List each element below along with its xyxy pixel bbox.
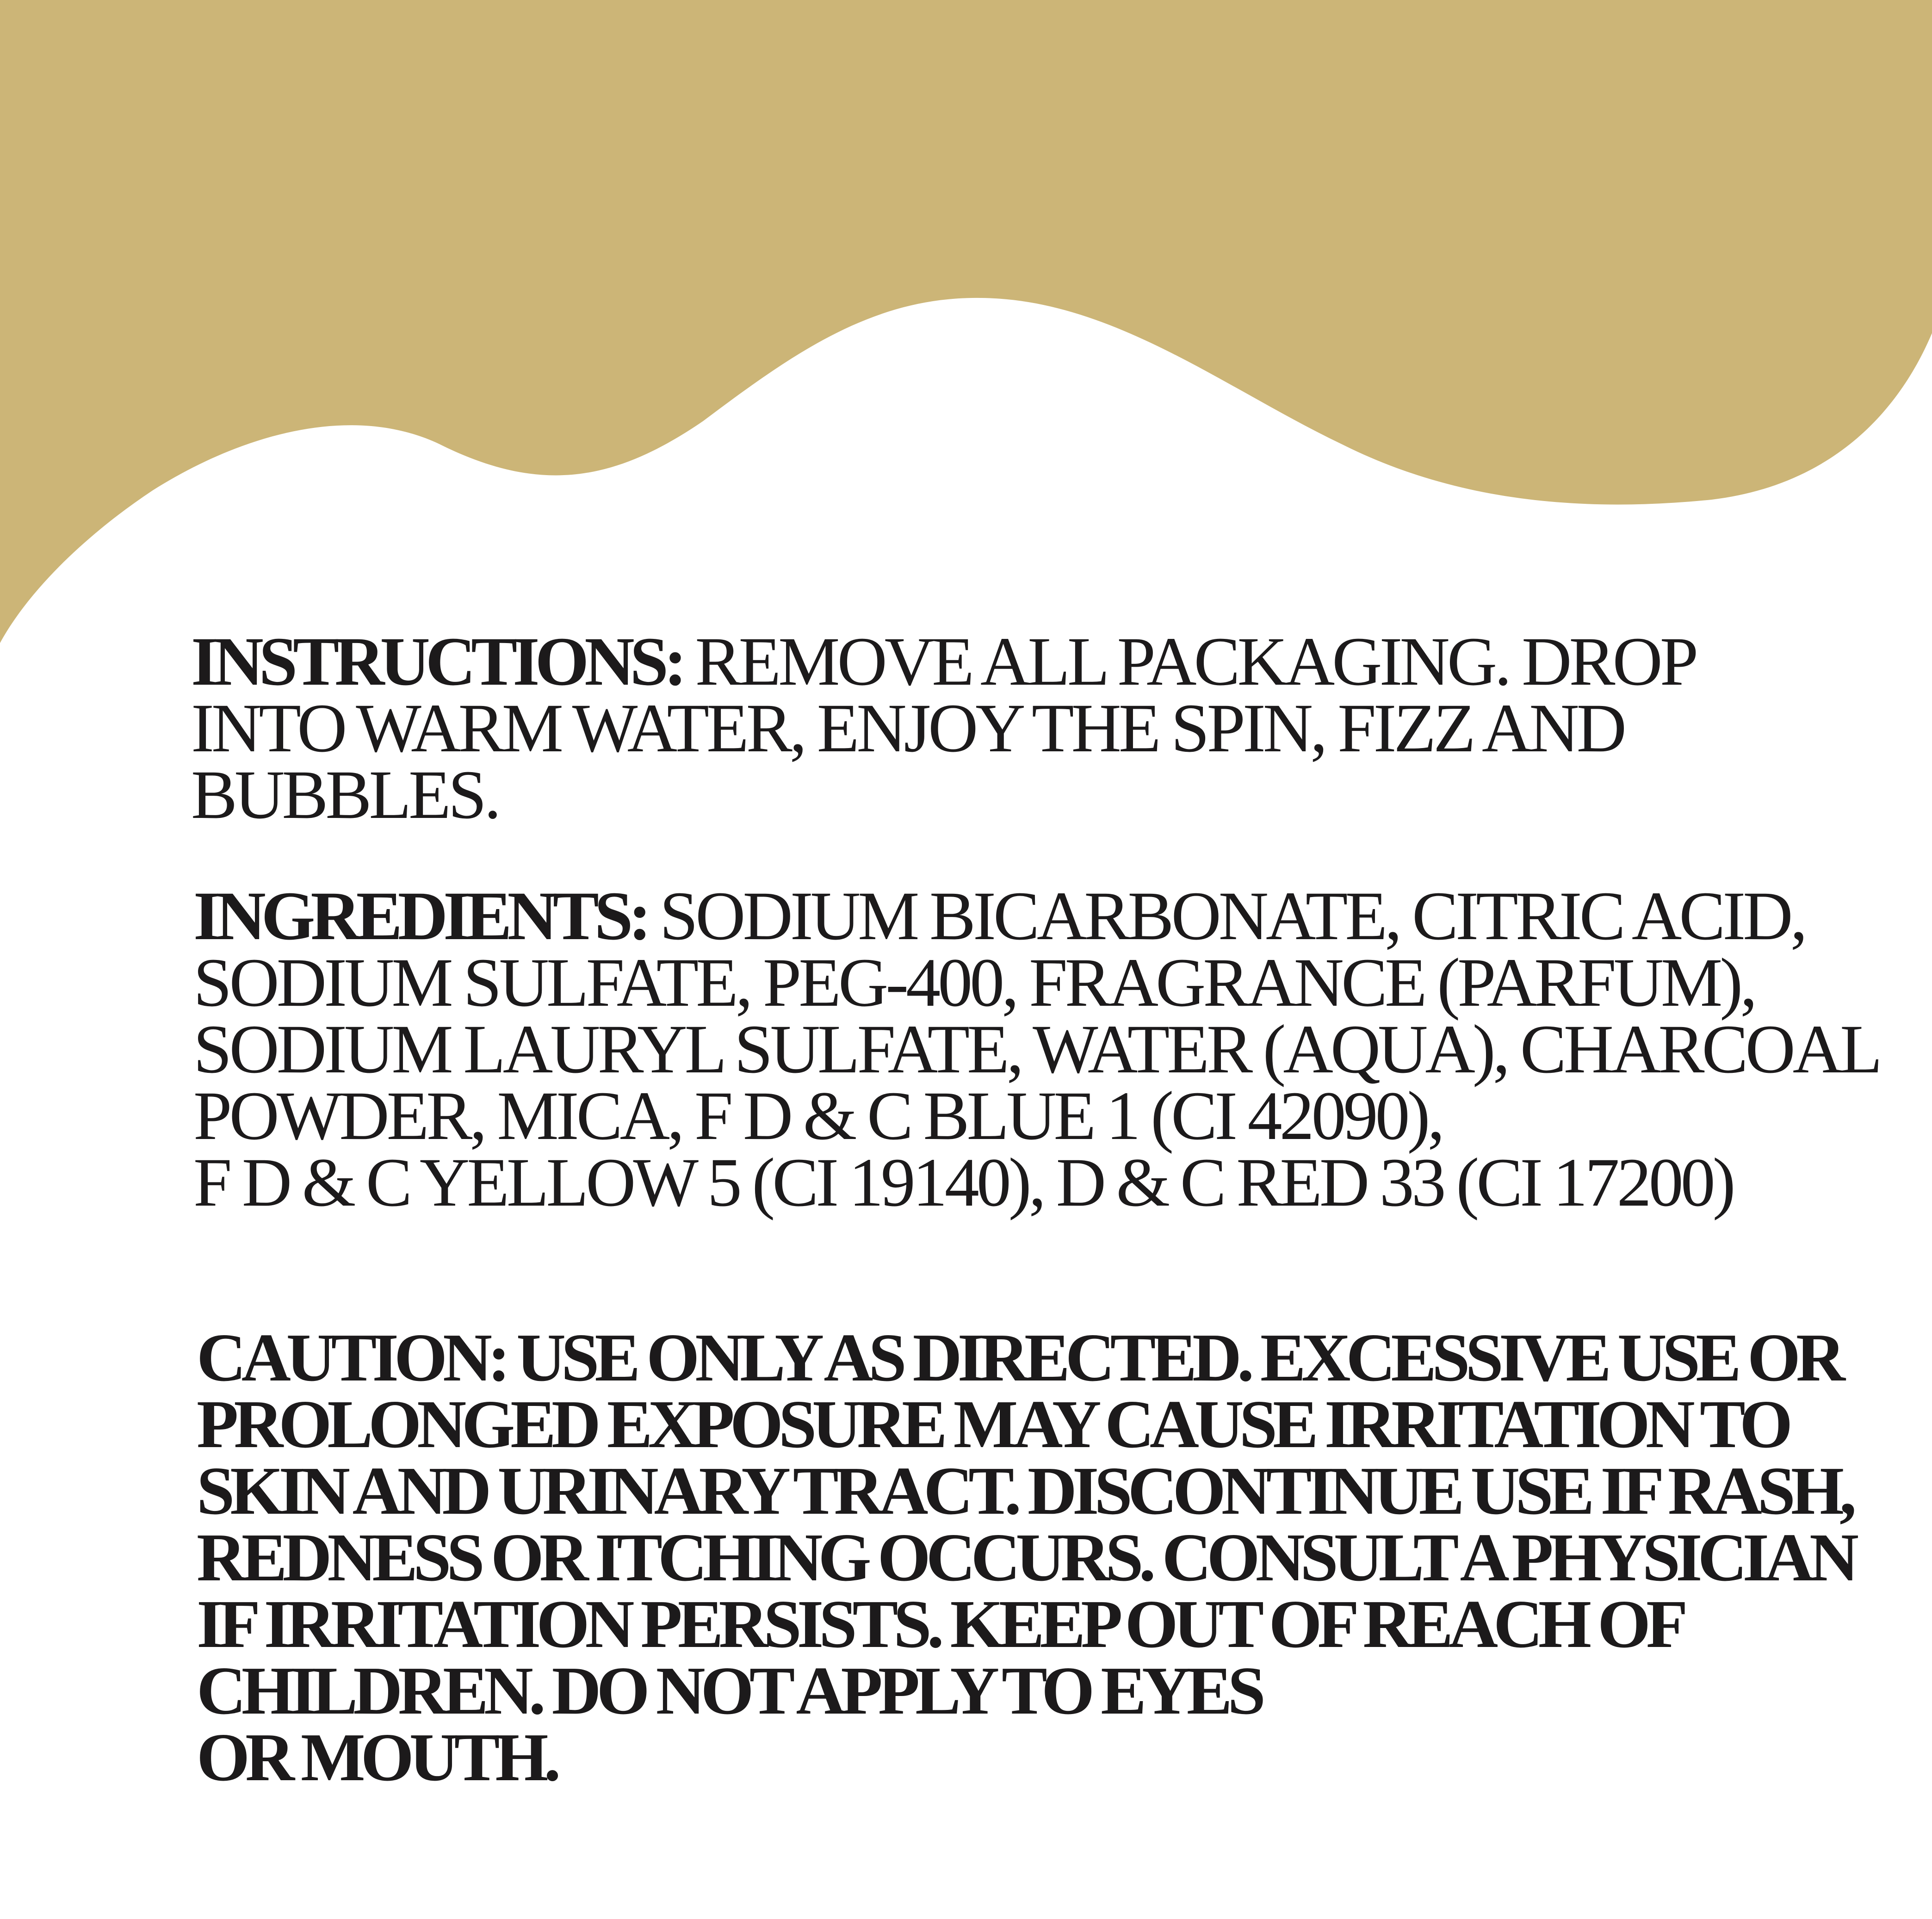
instructions-heading: INSTRUCTIONS: [191, 623, 682, 700]
ingredients-line: F D & C YELLOW 5 (CI 19140), D & C RED 33 (CI 17200) [193, 1144, 1733, 1221]
instructions-section [191, 623, 1755, 833]
ingredients-heading: INGREDIENTS: [193, 878, 647, 954]
gold-wave-banner [0, 0, 1932, 648]
caution-line: CHILDREN. DO NOT APPLY TO EYES [197, 1653, 1261, 1729]
caution-line: OR MOUTH. [197, 1720, 557, 1795]
caution-line: PROLONGED EXPOSURE MAY CAUSE IRRITATION TO [197, 1387, 1789, 1462]
instructions-line: INTO WARM WATER, ENJOY THE SPIN, FIZZ AND [191, 690, 1624, 767]
instructions-first-line [191, 623, 1755, 700]
instructions-line: BUBBLES. [191, 756, 499, 833]
caution-section [197, 1320, 1854, 1795]
instructions-line: REMOVE ALL PACKAGING. DROP [695, 623, 1696, 700]
caution-line: REDNESS OR ITCHING OCCURS. CONSULT A PHYSICIAN [197, 1520, 1854, 1596]
gold-wave-shape [0, 0, 1932, 643]
ingredients-line: SODIUM SULFATE, PEG-400, FRAGRANCE (PARFUM), [193, 944, 1755, 1021]
caution-line: SKIN AND URINARY TRACT. DISCONTINUE USE IF RASH, [197, 1453, 1852, 1529]
caution-line: CAUTION: USE ONLY AS DIRECTED. EXCESSIVE USE OR [197, 1320, 1841, 1396]
ingredients-first-line [193, 878, 1805, 954]
ingredients-line: SODIUM BICARBONATE, CITRIC ACID, [659, 878, 1805, 954]
caution-line: IF IRRITATION PERSISTS. KEEP OUT OF REACH OF [197, 1586, 1684, 1662]
ingredients-line: POWDER, MICA, F D & C BLUE 1 (CI 42090), [193, 1077, 1443, 1154]
ingredients-line: SODIUM LAURYL SULFATE, WATER (AQUA), CHARCOAL [193, 1011, 1880, 1088]
ingredients-section [193, 878, 1880, 1221]
